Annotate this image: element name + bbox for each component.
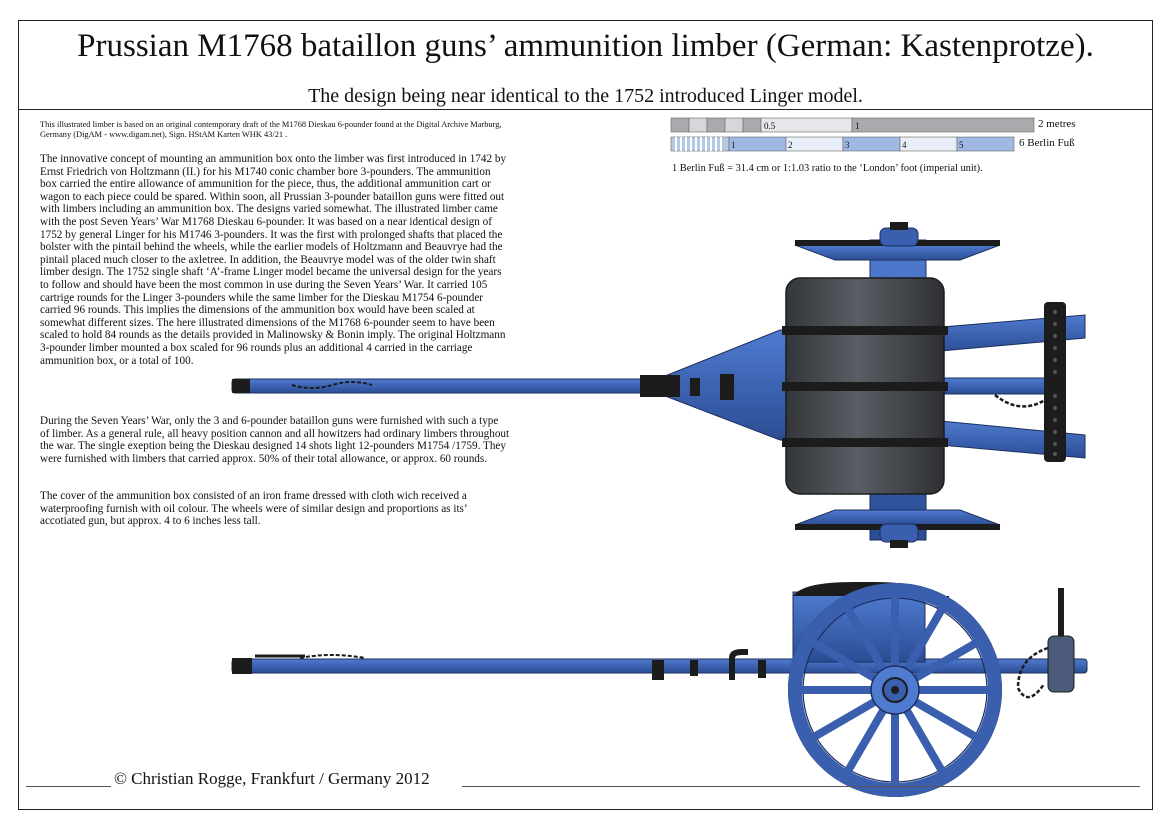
copyright-footer: © Christian Rogge, Frankfurt / Germany 2012 <box>114 769 430 788</box>
fuss-conversion-note: 1 Berlin Fuß = 31.4 cm or 1:1.03 ratio to the ‘London’ foot (imperial unit). <box>672 163 983 174</box>
page-title: Prussian M1768 bataillon guns’ ammunition limber (German: Kastenprotze). <box>77 28 1094 64</box>
fuss-tick-label: 5 <box>959 140 964 150</box>
paragraph-3-text: The cover of the ammunition box consisted of an iron frame dressed with cloth wich received a waterproofing furnish with oil colour. The wheels were of similar design and proportions as its’ accotiated gun, but approx. 4 to 6 inches less tall. <box>40 490 467 528</box>
metric-tick-label: 0.5 <box>764 121 776 131</box>
wheel-side-view <box>790 585 1000 795</box>
paragraph-1-text: The innovative concept of mounting an ammunition box onto the limber was first introduced in 1742 by Ernst Friedrich von Holtzmann (II.) for his M1740 conic chamber bore 3-pounders. The ammunition box carried the entire allowance of ammunition for the piece, thus, the additional ammunition cart or wagon to each piece could be spared. Within soon, all Prussian 3-pounder bataillon guns were fitted out with limbers including an ammunition box. The designs varied somewhat. The illustrated limber came with the post Seven Years’ War M1768 Dieskau 6-pounder. It was based on a near identical design of 1752 by general Linger for his M1746 3-pounders. It was the first with prolonged shafts that placed the bolster with the pintail behind the wheels, while the earlier models of Holtzmann and Beauvrye had the pintail placed much closer to the axletree. In addition, the Beauvrye model was of the older twin shaft limber design. The 1752 single shaft ‘A’-frame Linger model became the universal design for the years to follow and should have been the most common in use during the Seven Years’ War. It carried 105 cartrige rounds for the Linger 3-pounders while the same limber for the Dieskau M1754 6-pounder carried 96 rounds. This implies the dimensions of the ammunition box would have been scaled at somewhat different sizes. The here illustrated dimensions of the M1768 6-pounder seem to have been scaled to hold 84 rounds as the details provided in Malinowsky & Bonin imply. The original Holtzmann 3-pounder limber mounted a box scaled for 96 rounds plus an additional 4 carried in the carriage ammunition box, or a total of 100. <box>40 153 507 367</box>
paragraph-2-text: During the Seven Years’ War, only the 3 and 6-pounder bataillon guns were furnished with such a type of limber. As a general rule, all heavy position cannon and all howitzers had ordinary limbers throughout the war. The single exeption being the Dieskau designed 14 shots light 12-pounders M1754 /1759. They were furnished with limbers that carried approx. 50% of their total allowance, or approx. 60 rounds. <box>40 415 510 465</box>
fuss-scale-label: 6 Berlin Fuß <box>1019 137 1075 149</box>
intro-note-text: This illustrated limber is based on an original contemporary draft of the M1768 Dieskau 6-pounder found at the Digital Archive Marburg, Germany (DigAM - www.digam.net), Sign. HStAM Karten WHK 43/21 . <box>40 120 502 139</box>
footer-rule-left <box>26 786 111 787</box>
metric-scale-label: 2 metres <box>1038 118 1076 130</box>
fuss-tick-label: 2 <box>788 140 793 150</box>
fuss-tick-label: 4 <box>902 140 907 150</box>
fuss-tick-label: 1 <box>731 140 736 150</box>
fuss-tick-label: 3 <box>845 140 850 150</box>
page-subtitle: The design being near identical to the 1752 introduced Linger model. <box>308 85 863 107</box>
metric-tick-label: 1 <box>855 121 860 131</box>
footer-rule-right <box>462 786 1140 787</box>
